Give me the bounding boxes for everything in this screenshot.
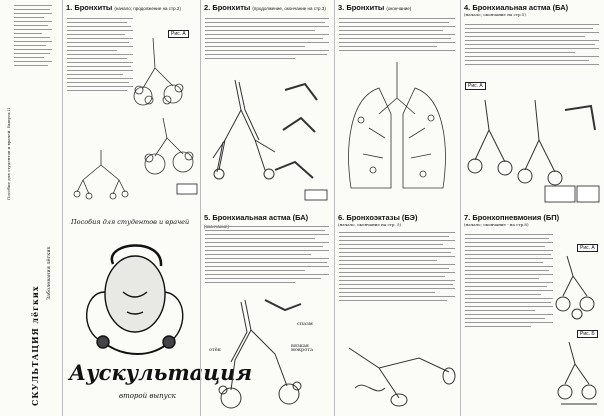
panel-bronchitis-1 [62,0,200,210]
panel-3-title: 3. Бронхиты (окончание) [338,3,412,12]
panel-5-text [205,226,331,286]
panel-4-fig-label: Рис. А [465,82,486,90]
publisher-strip [0,0,62,416]
panel-6-title: 6. Бронхоэктазы (БЭ) [338,213,418,222]
panel-3-text [339,18,457,54]
panel-7-subtitle: (начало; окончание - на стр.8) [464,222,529,227]
label-edema: отёк [209,347,221,353]
panel-7-text [465,234,555,330]
panel-bronchopneumonia-7 [460,210,604,416]
panel-asthma-5 [200,210,334,416]
spine-subtitle: Заболевания лёгких [46,246,52,300]
panel-7-title: 7. Бронхопневмония (БП) [464,213,560,222]
panel-4-text [465,24,601,68]
panel-1-fig-label: Рис. А [168,30,189,38]
cover-edition: второй выпуск [119,392,176,400]
panel-7-fig-b-label: Рис. Б [577,330,598,338]
panel-bronchiectasis-6 [334,210,460,416]
panel-5-title: 5. Бронхиальная астма (БА) [204,213,309,222]
panel-4-subtitle: (начало; окончание на стр.5) [464,12,526,17]
cover-series-title: Пособия для студентов и врачей [71,218,190,226]
panel-7-fig-a-label: Рис. А [577,244,598,252]
panel-6-text [339,232,457,304]
publisher-text: Пособие для студентов и врачей. Выпуск II [6,107,11,200]
panel-6-subtitle: (начало, окончание на стр. 5) [338,222,402,227]
bronchopneumonia-fig-b [557,338,603,412]
label-spasm: спазм [297,321,313,327]
panel-asthma-4 [460,0,604,210]
panel-1-text [67,18,135,94]
asthma-airway-illustration [465,90,601,206]
bronchopneumonia-fig-a [557,252,603,322]
bronchial-tree-illustration [205,70,331,205]
lungs-illustration [339,58,457,208]
bronchiectasis-illustration [339,338,457,412]
panel-bronchitis-3 [334,0,460,210]
bronchi-lower-illustration [71,150,131,200]
panel-1-title: 1. Бронхиты (начало; продолжение на стр.2) [66,3,181,12]
publisher-lines [14,5,54,69]
panel-2-text [205,18,331,62]
panel-4-title: 4. Бронхиальная астма (БА) [464,3,569,12]
label-sputum: вязкая мокрота [291,343,313,354]
panel-bronchitis-2 [200,0,334,210]
stethoscope-head-illustration [73,232,193,362]
panel-2-title: 2. Бронхиты (продолжение, окончание на стр.3) [204,3,326,12]
alveoli-illustration [133,38,199,198]
spine-title: СКУЛЬТАЦИЯ лёгких [30,285,40,406]
cover-main-title: Аускультация [69,360,253,385]
